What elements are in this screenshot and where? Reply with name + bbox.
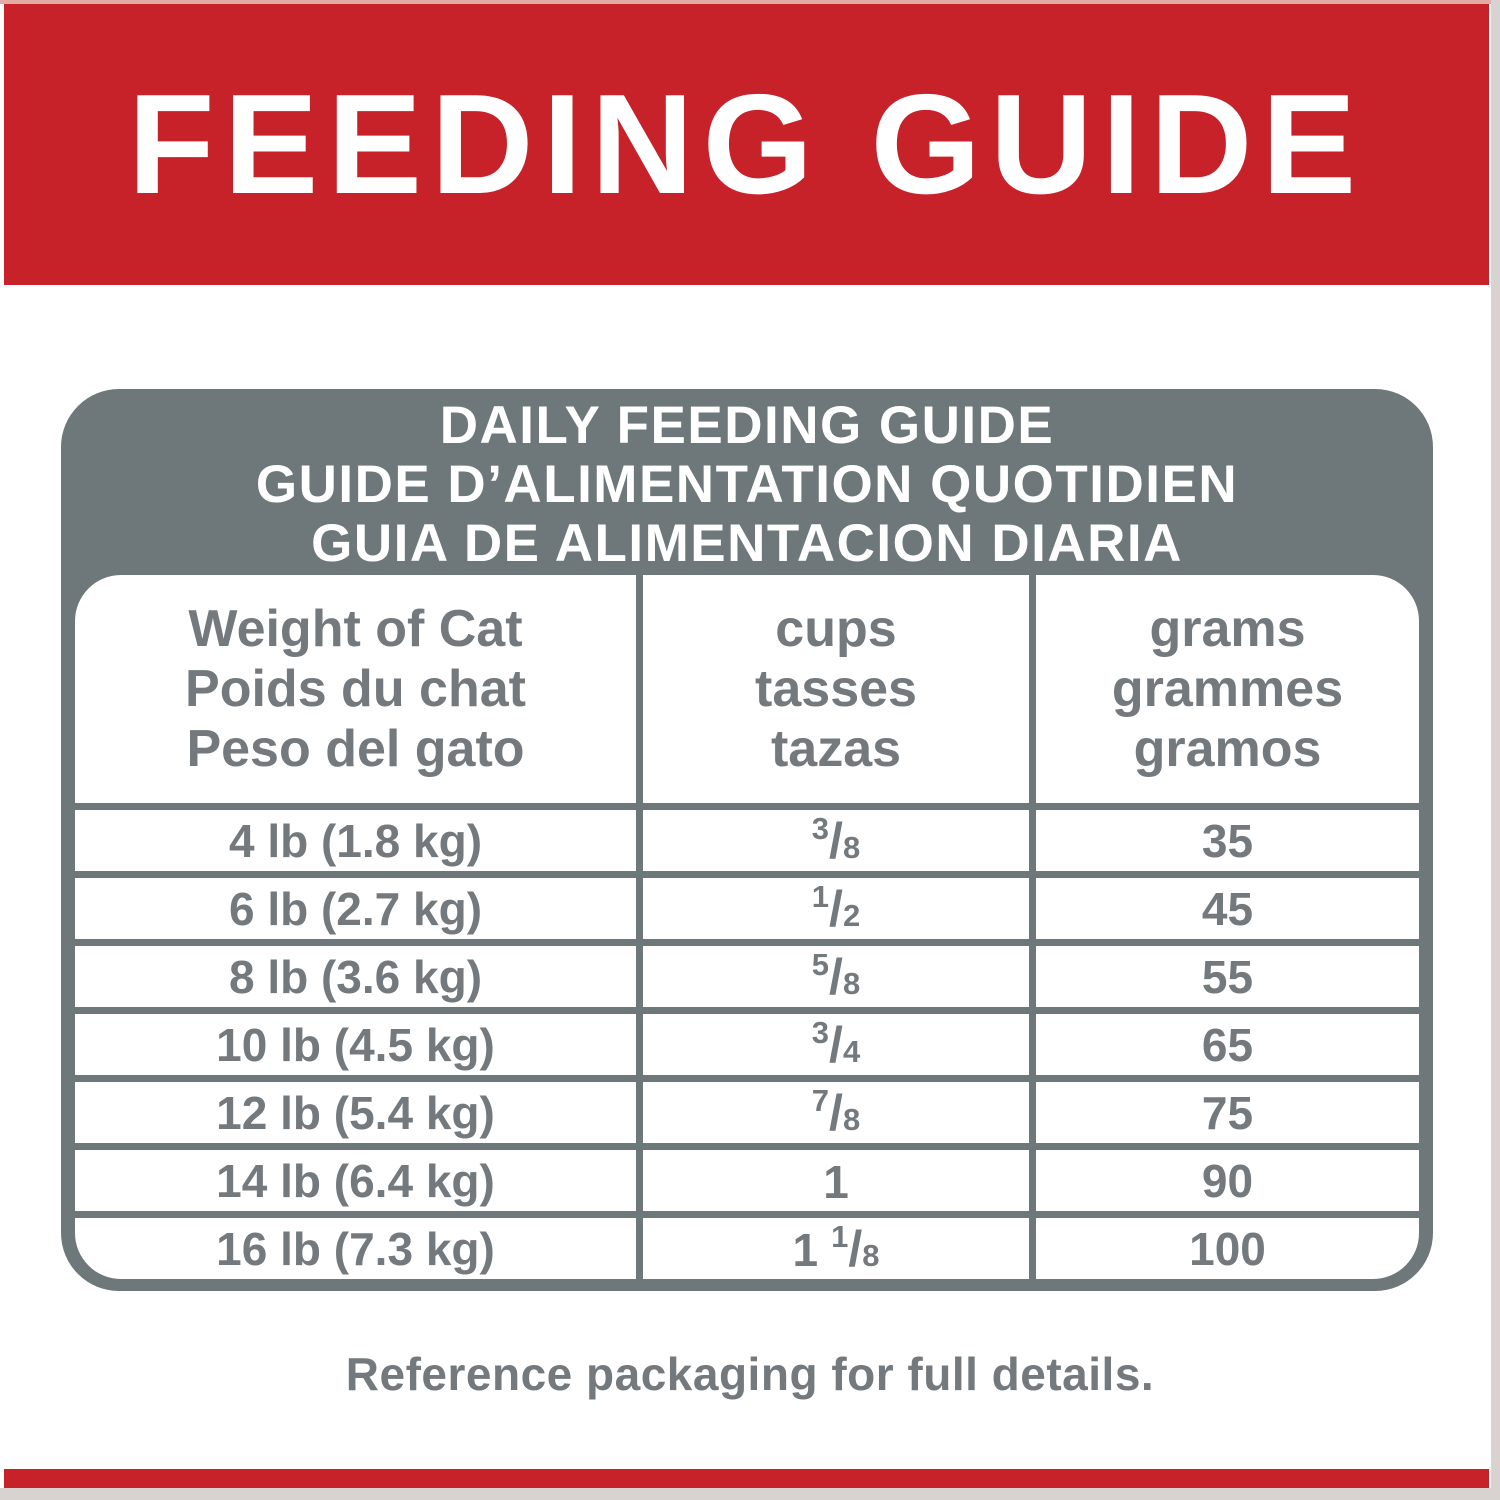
cups-denominator: 2	[842, 898, 861, 933]
panel-title-line-es: GUIA DE ALIMENTACION DIARIA	[311, 513, 1183, 573]
cups-denominator: 4	[842, 1034, 861, 1069]
cups-whole: 1	[792, 1224, 819, 1276]
col-header-weight-en: Weight of Cat	[188, 600, 523, 658]
cell-weight-0: 4 lb (1.8 kg)	[75, 810, 636, 871]
cell-grams-0: 35	[1036, 810, 1419, 871]
col-header-cups-fr: tasses	[755, 660, 917, 718]
panel-title-line-en: DAILY FEEDING GUIDE	[439, 395, 1055, 455]
cell-weight-6: 16 lb (7.3 kg)	[75, 1218, 636, 1279]
cups-slash: /	[829, 1085, 843, 1141]
footer-note: Reference packaging for full details.	[345, 1348, 1155, 1400]
col-header-cups-en: cups	[775, 600, 897, 658]
cups-slash: /	[829, 949, 843, 1005]
cell-grams-3: 65	[1036, 1014, 1419, 1075]
cell-cups-3	[643, 1014, 1029, 1075]
panel-title-line-fr: GUIDE D’ALIMENTATION QUOTIDIEN	[255, 454, 1239, 514]
cell-cups-5	[643, 1150, 1029, 1211]
cell-grams-2: 55	[1036, 946, 1419, 1007]
col-header-grams-es: gramos	[1133, 720, 1322, 778]
cell-cups-1	[643, 878, 1029, 939]
cell-cups-2	[643, 946, 1029, 1007]
col-header-grams-fr: grammes	[1111, 660, 1344, 718]
cell-weight-4: 12 lb (5.4 kg)	[75, 1082, 636, 1143]
cell-grams-5: 90	[1036, 1150, 1419, 1211]
cups-denominator: 8	[842, 966, 861, 1001]
cups-numerator: 3	[811, 811, 830, 846]
cell-grams-6: 100	[1036, 1218, 1419, 1279]
cell-grams-4: 75	[1036, 1082, 1419, 1143]
panel-title	[75, 389, 1419, 575]
banner-title: FEEDING GUIDE	[127, 64, 1366, 224]
col-header-grams	[1036, 575, 1419, 803]
feeding-guide-banner	[4, 4, 1489, 285]
col-header-weight	[75, 575, 636, 803]
cups-slash: /	[829, 881, 843, 937]
cups-denominator: 8	[842, 1102, 861, 1137]
cups-denominator: 8	[862, 1238, 880, 1273]
col-header-weight-fr: Poids du chat	[185, 660, 526, 718]
cell-cups-4	[643, 1082, 1029, 1143]
cell-weight-2: 8 lb (3.6 kg)	[75, 946, 636, 1007]
col-header-cups	[643, 575, 1029, 803]
feeding-table	[75, 575, 1419, 1279]
cups-numerator: 7	[811, 1083, 830, 1118]
col-header-grams-en: grams	[1149, 600, 1306, 658]
cups-slash: /	[829, 813, 843, 869]
cell-weight-3: 10 lb (4.5 kg)	[75, 1014, 636, 1075]
col-header-weight-es: Peso del gato	[186, 720, 525, 778]
cell-grams-1: 45	[1036, 878, 1419, 939]
cups-denominator: 8	[842, 830, 861, 865]
daily-feeding-guide-panel	[61, 389, 1433, 1291]
photo-edge-bottom	[0, 1488, 1500, 1500]
cups-numerator: 3	[811, 1015, 830, 1050]
col-header-cups-es: tazas	[770, 720, 902, 778]
cups-slash: /	[848, 1221, 863, 1277]
cell-cups-6	[643, 1218, 1029, 1279]
cups-slash: /	[829, 1017, 843, 1073]
bottom-red-strip	[4, 1469, 1489, 1489]
photo-edge-right	[1491, 0, 1500, 1500]
cups-numerator: 1	[811, 879, 830, 914]
cups-numerator: 1	[831, 1219, 849, 1254]
cups-numerator: 5	[811, 947, 830, 982]
cell-weight-1: 6 lb (2.7 kg)	[75, 878, 636, 939]
cups-whole: 1	[823, 1156, 849, 1208]
cell-cups-0	[643, 810, 1029, 871]
cell-weight-5: 14 lb (6.4 kg)	[75, 1150, 636, 1211]
